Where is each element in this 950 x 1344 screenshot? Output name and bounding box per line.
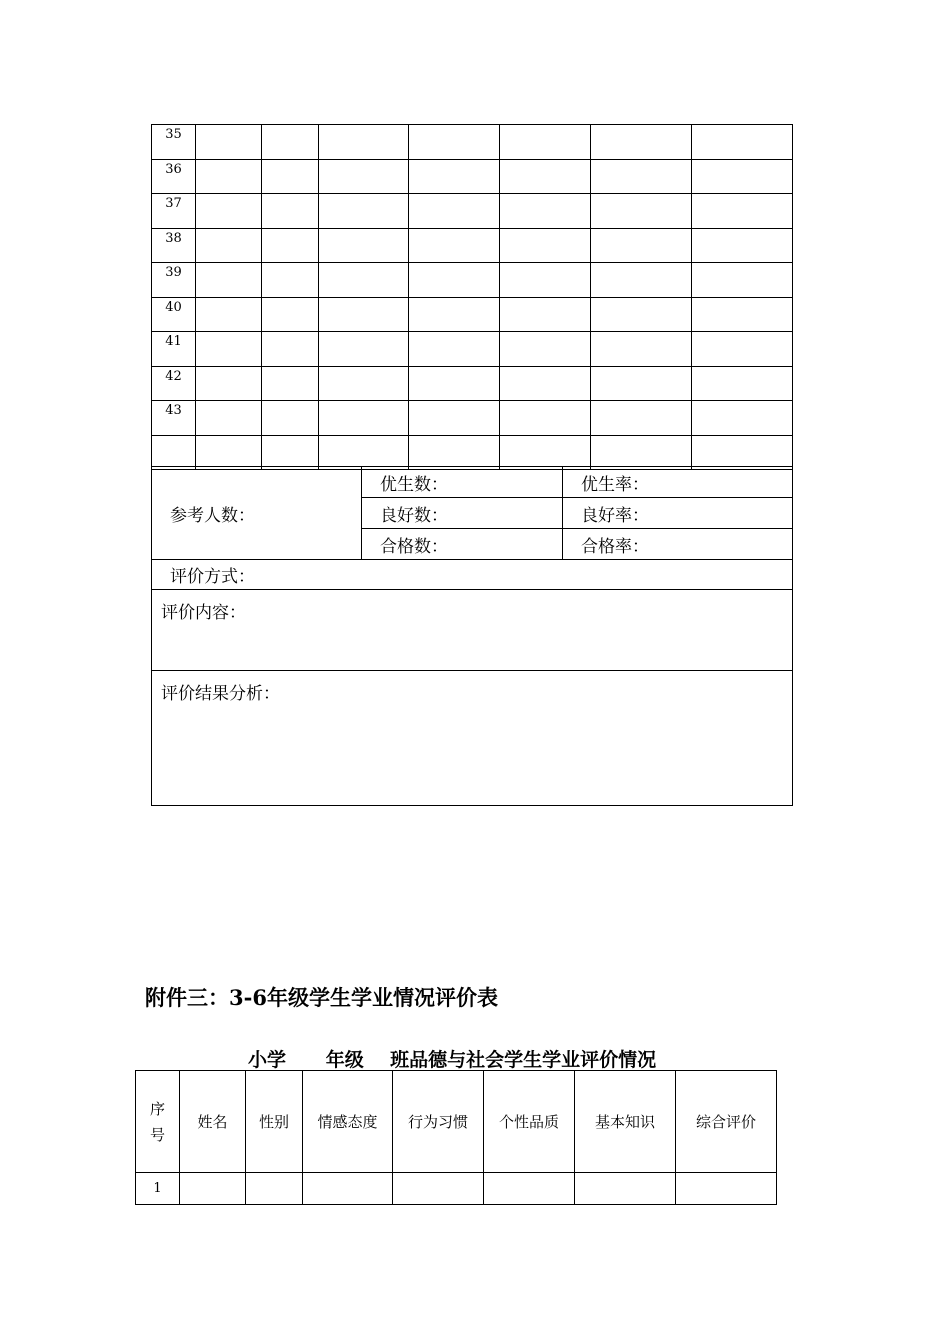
cell — [319, 159, 409, 194]
cell — [196, 401, 262, 436]
cell — [409, 332, 500, 367]
cell — [409, 401, 500, 436]
row-index: 1 — [136, 1173, 180, 1205]
evaluation-table — [135, 1070, 777, 1205]
cell — [500, 263, 591, 298]
cell — [692, 194, 793, 229]
appendix-subtitle: 小学 年级 班品德与社会学生学业评价情况 — [248, 1049, 657, 1071]
cell — [303, 1173, 393, 1205]
summary-table — [151, 466, 793, 806]
cell — [692, 263, 793, 298]
table-row — [152, 435, 793, 470]
cell — [196, 228, 262, 263]
appendix-title: 附件三：3-6年级学生学业情况评价表 — [145, 985, 498, 1010]
cell — [262, 263, 319, 298]
cell — [692, 297, 793, 332]
cell — [591, 332, 692, 367]
header-behavior: 行为习惯 — [393, 1071, 484, 1173]
cell — [319, 435, 409, 470]
cell — [500, 297, 591, 332]
cell — [262, 401, 319, 436]
cell — [692, 159, 793, 194]
row-number: 39 — [152, 263, 196, 298]
cell — [500, 194, 591, 229]
cell — [319, 194, 409, 229]
cell — [262, 159, 319, 194]
table-row — [136, 1173, 777, 1205]
cell — [262, 435, 319, 470]
content-label: 评价内容： — [152, 590, 793, 671]
cell — [196, 125, 262, 160]
cell — [692, 228, 793, 263]
cell — [196, 332, 262, 367]
row-number: 35 — [152, 125, 196, 160]
cell — [500, 228, 591, 263]
excellent-count-label: 优生数： — [362, 467, 563, 498]
cell — [591, 366, 692, 401]
cell — [319, 366, 409, 401]
cell — [262, 125, 319, 160]
cell — [319, 297, 409, 332]
cell — [500, 125, 591, 160]
cell — [196, 194, 262, 229]
header-emotion: 情感态度 — [303, 1071, 393, 1173]
cell — [319, 401, 409, 436]
good-rate-label: 良好率： — [563, 498, 793, 529]
cell — [692, 401, 793, 436]
header-row — [136, 1071, 777, 1173]
cell — [500, 401, 591, 436]
row-number: 40 — [152, 297, 196, 332]
row-number: 36 — [152, 159, 196, 194]
header-knowledge: 基本知识 — [575, 1071, 676, 1173]
cell — [319, 228, 409, 263]
cell — [393, 1173, 484, 1205]
header-gender: 性别 — [246, 1071, 303, 1173]
cell — [262, 366, 319, 401]
cell — [319, 125, 409, 160]
cell — [262, 297, 319, 332]
cell — [591, 297, 692, 332]
good-count-label: 良好数： — [362, 498, 563, 529]
cell — [196, 366, 262, 401]
table-row — [152, 366, 793, 401]
table-row — [152, 194, 793, 229]
row-number: 43 — [152, 401, 196, 436]
cell — [591, 263, 692, 298]
cell — [500, 366, 591, 401]
cell — [196, 297, 262, 332]
table-row — [152, 332, 793, 367]
header-name: 姓名 — [180, 1071, 246, 1173]
pass-count-label: 合格数： — [362, 529, 563, 560]
cell — [409, 228, 500, 263]
cell — [196, 435, 262, 470]
row-number — [152, 435, 196, 470]
cell — [319, 263, 409, 298]
cell — [692, 332, 793, 367]
cell — [500, 159, 591, 194]
cell — [196, 263, 262, 298]
table-row — [152, 125, 793, 160]
table-row — [152, 263, 793, 298]
table-row — [152, 159, 793, 194]
row-number: 41 — [152, 332, 196, 367]
cell — [409, 366, 500, 401]
cell — [262, 228, 319, 263]
header-character: 个性品质 — [484, 1071, 575, 1173]
cell — [484, 1173, 575, 1205]
cell — [591, 159, 692, 194]
analysis-label: 评价结果分析： — [152, 671, 793, 806]
cell — [409, 297, 500, 332]
cell — [409, 435, 500, 470]
table-row — [152, 297, 793, 332]
cell — [591, 194, 692, 229]
cell — [409, 159, 500, 194]
header-index: 序号 — [136, 1071, 180, 1173]
cell — [409, 194, 500, 229]
method-label: 评价方式： — [152, 560, 793, 590]
cell — [262, 194, 319, 229]
excellent-rate-label: 优生率： — [563, 467, 793, 498]
cell — [500, 435, 591, 470]
cell — [591, 125, 692, 160]
cell — [196, 159, 262, 194]
table-row — [152, 228, 793, 263]
table-row — [152, 401, 793, 436]
cell — [500, 332, 591, 367]
cell — [575, 1173, 676, 1205]
cell — [591, 435, 692, 470]
participants-label: 参考人数： — [152, 467, 362, 560]
cell — [692, 435, 793, 470]
header-overall: 综合评价 — [676, 1071, 777, 1173]
cell — [692, 366, 793, 401]
cell — [262, 332, 319, 367]
cell — [591, 228, 692, 263]
row-number: 37 — [152, 194, 196, 229]
row-number: 38 — [152, 228, 196, 263]
cell — [676, 1173, 777, 1205]
pass-rate-label: 合格率： — [563, 529, 793, 560]
cell — [409, 125, 500, 160]
row-number: 42 — [152, 366, 196, 401]
score-table — [151, 124, 793, 470]
cell — [246, 1173, 303, 1205]
cell — [319, 332, 409, 367]
cell — [409, 263, 500, 298]
cell — [591, 401, 692, 436]
cell — [180, 1173, 246, 1205]
cell — [692, 125, 793, 160]
